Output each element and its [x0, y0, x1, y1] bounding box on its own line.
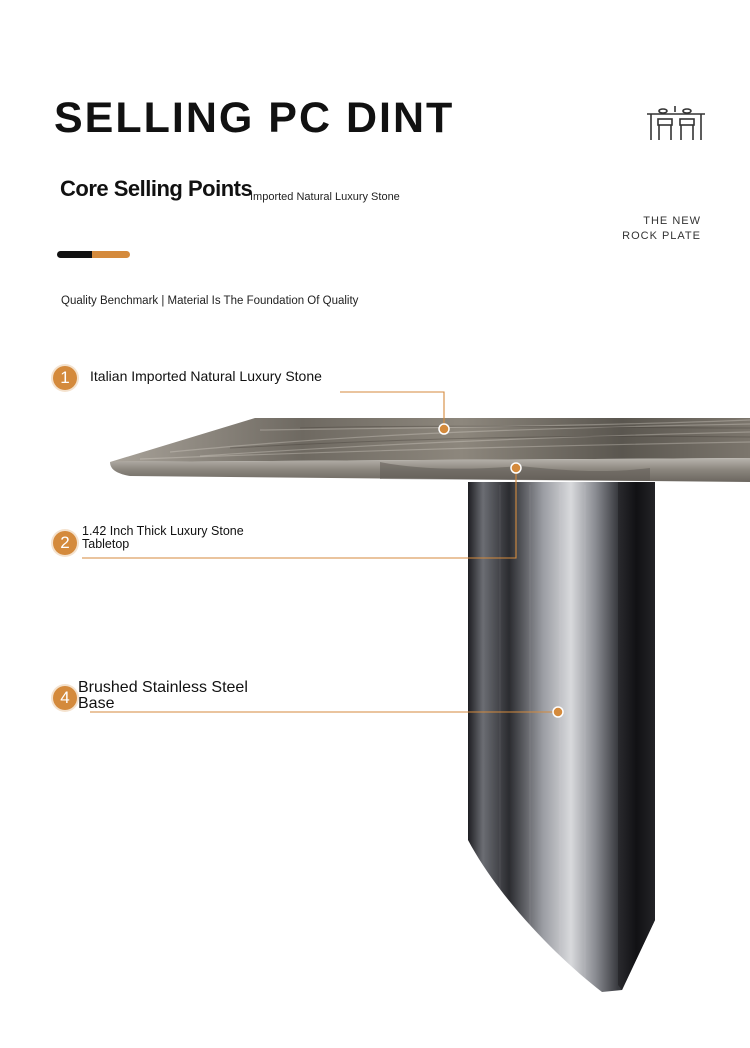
- tagline-line-1: THE NEW: [643, 215, 701, 227]
- feature-label: 1.42 Inch Thick Luxury Stone Tabletop: [82, 524, 244, 551]
- feature-label: Brushed Stainless Steel Base: [78, 679, 248, 712]
- feature-number-badge: 2: [53, 531, 77, 555]
- feature-number-badge: 1: [53, 366, 77, 390]
- tagline-line-2: ROCK PLATE: [622, 230, 701, 242]
- section-title: Core Selling Points: [60, 176, 253, 201]
- quality-statement: Quality Benchmark | Material Is The Foundation Of Quality: [61, 295, 359, 307]
- feature-number-badge: 4: [53, 686, 77, 710]
- page-title: SELLING PC DINT: [54, 94, 455, 142]
- feature-label: Italian Imported Natural Luxury Stone: [90, 368, 322, 384]
- section-subtitle: Imported Natural Luxury Stone: [250, 191, 400, 203]
